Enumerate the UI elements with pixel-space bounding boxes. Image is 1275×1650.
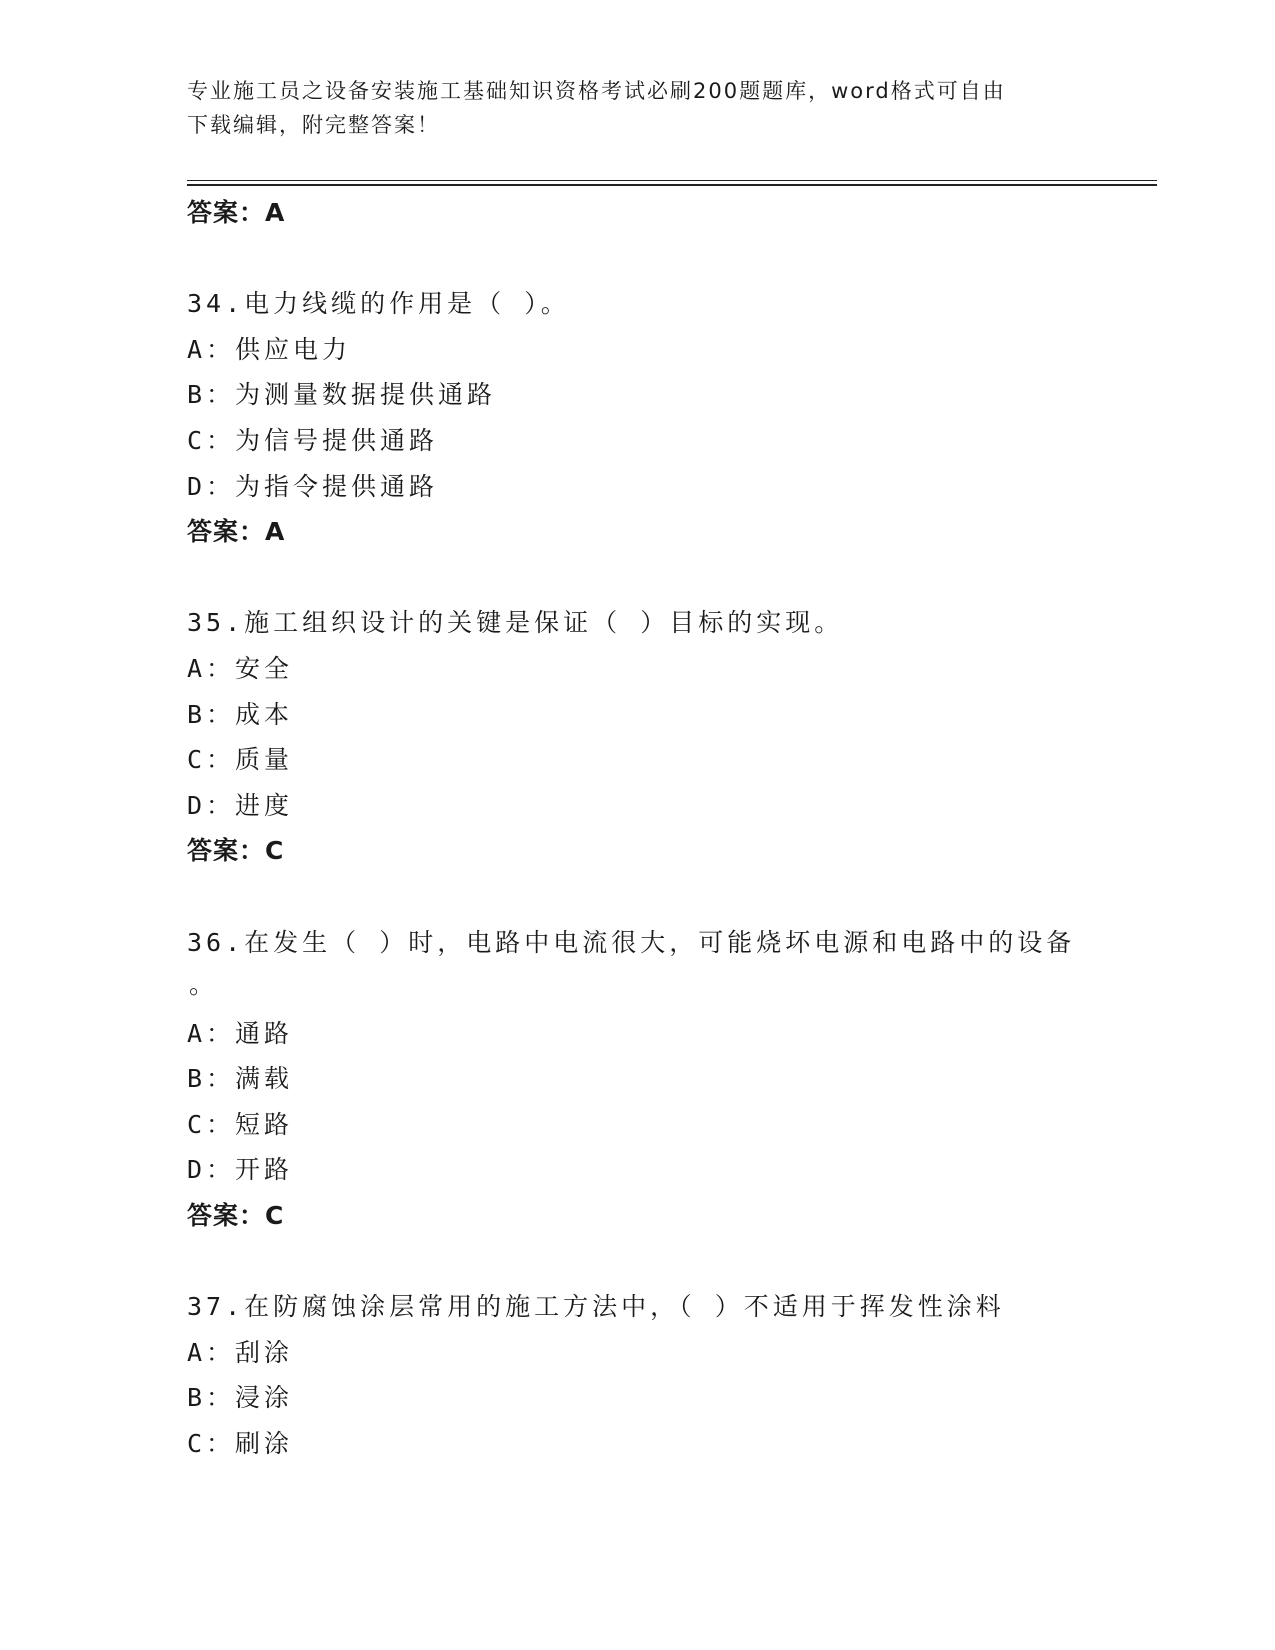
option-a: A：刮涂: [187, 1337, 294, 1367]
option-a: A：供应电力: [187, 334, 352, 364]
header-line-1: 专业施工员之设备安装施工基础知识资格考试必刷200题题库，word格式可自由: [187, 79, 1006, 103]
question-37: [187, 1284, 1087, 1466]
question-34: [187, 281, 1087, 555]
option-b: B：为测量数据提供通路: [187, 380, 497, 410]
option-c: C：短路: [187, 1109, 294, 1139]
option-b: B：浸涂: [187, 1383, 294, 1413]
question-stem: 34.电力线缆的作用是（ ）。: [187, 289, 570, 319]
option-b: B：满载: [187, 1064, 294, 1094]
answer: 答案：C: [187, 836, 285, 866]
spacer: [187, 555, 1087, 601]
header-divider-thick: [187, 184, 1157, 186]
question-35: [187, 600, 1087, 874]
answer: 答案：A: [187, 517, 286, 547]
question-36: [187, 920, 1087, 1239]
option-c: C：为信号提供通路: [187, 425, 439, 455]
option-d: D：为指令提供通路: [187, 471, 439, 501]
header-divider-thin: [187, 180, 1157, 181]
question-stem: 37.在防腐蚀涂层常用的施工方法中，（ ）不适用于挥发性涂料: [187, 1292, 1005, 1322]
option-b: B：成本: [187, 699, 294, 729]
question-stem: 35.施工组织设计的关键是保证（ ）目标的实现。: [187, 608, 844, 638]
option-a: A：通路: [187, 1018, 294, 1048]
option-d: D：进度: [187, 790, 294, 820]
option-d: D：开路: [187, 1155, 294, 1185]
document-header: [187, 74, 1087, 142]
spacer: [187, 874, 1087, 920]
question-stem-continuation: 。: [189, 970, 215, 1000]
option-a: A：安全: [187, 653, 294, 683]
spacer: [187, 236, 1087, 282]
option-c: C：质量: [187, 745, 294, 775]
previous-answer: 答案：A: [187, 198, 286, 227]
spacer: [187, 1239, 1087, 1285]
option-c: C：刷涂: [187, 1429, 294, 1459]
answer: 答案：C: [187, 1201, 285, 1231]
question-list: [187, 190, 1087, 1467]
question-stem: 36.在发生（ ）时，电路中电流很大，可能烧坏电源和电路中的设备: [187, 927, 1076, 957]
header-line-2: 下载编辑，附完整答案！: [187, 113, 440, 137]
